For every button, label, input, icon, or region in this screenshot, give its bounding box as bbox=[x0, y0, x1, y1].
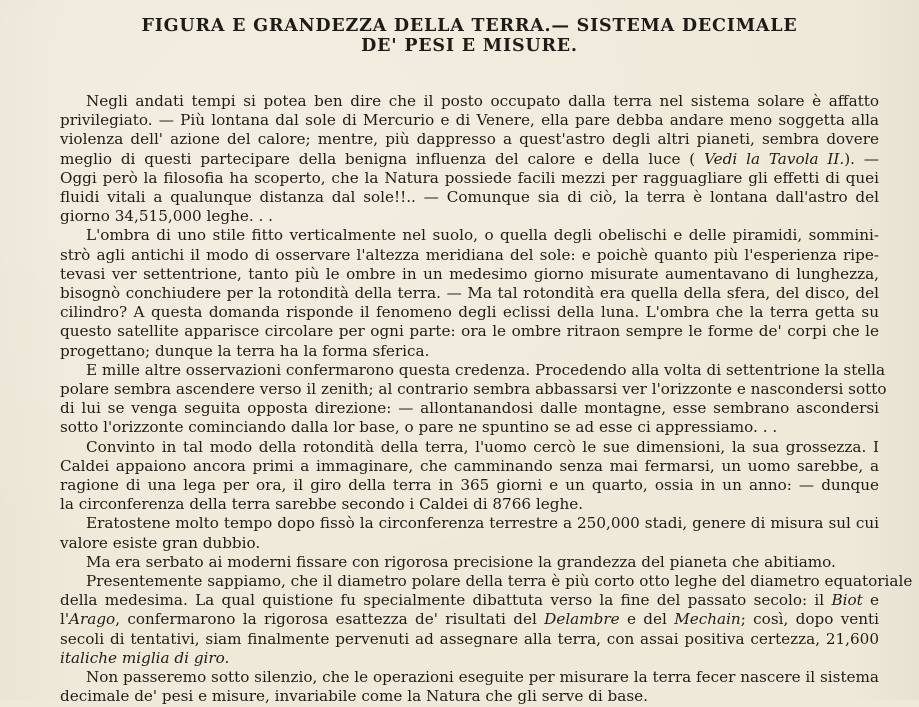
text-line: valore esiste gran dubbio. bbox=[60, 533, 261, 552]
text-segment: ). — bbox=[844, 149, 879, 168]
text-line: giorno 34,515,000 leghe. . . bbox=[60, 207, 273, 226]
paragraph-1 bbox=[60, 92, 879, 226]
text-line: strò agli antichi il modo di osservare l'altezza meridiana del sole: e poichè quanto più l'esperienza ripe- bbox=[60, 245, 879, 264]
text-line: Non passeremo sotto silenzio, che le operazioni eseguite per misurare la terra fecer nascere il sistema bbox=[86, 668, 879, 687]
text-line: violenza dell' azione del calore; mentre, più dappresso a quest'astro degli altri pianeti, sembra dovere bbox=[60, 130, 879, 149]
text-line: Presentemente sappiamo, che il diametro polare della terra è più corto otto leghe del diametro equatoriale bbox=[86, 572, 913, 591]
text-segment: e bbox=[870, 591, 880, 610]
name-biot: Biot bbox=[831, 591, 863, 610]
text-line: sotto l'orizzonte cominciando dalla lor base, o pare ne spuntino se ad esse ci appressiamo. . . bbox=[60, 418, 778, 437]
text-line: tevasi ver settentrione, tanto più le ombre in un medesimo giorno misurate aumentavano di lunghezza, bbox=[60, 264, 879, 283]
text-line: Ma era serbato ai moderni fissare con rigorosa precisione la grandezza del pianeta che abitiamo. bbox=[86, 552, 836, 571]
text-line: Eratostene molto tempo dopo fissò la circonferenza terrestre a 250,000 stadi, genere di misura sul cui bbox=[86, 514, 879, 533]
text-segment: ; così, dopo venti bbox=[740, 610, 880, 629]
text-line: polare sembra ascendere verso il zenith; al contrario sembra abbassarsi ver l'orizzonte e nascondersi sotto bbox=[60, 380, 887, 399]
paragraph-5 bbox=[60, 514, 879, 552]
text-segment: , confermarono la rigorosa esattezza de' risultati del bbox=[115, 610, 537, 629]
table-reference: Vedi la Tavola II. bbox=[704, 149, 845, 168]
text-line: Oggi però la filosofia ha scoperto, che la Natura possiede facili mezzi per ragguagliare gli effetti di quei bbox=[60, 168, 879, 187]
title-line-2: DE' PESI E MISURE. bbox=[361, 36, 578, 56]
text-line: Negli andati tempi si potea ben dire che il posto occupato dalla terra nel sistema solare è affatto bbox=[86, 92, 879, 110]
text-segment: meglio di questi partecipare della benigna influenza del calore e della luce ( bbox=[60, 149, 696, 168]
text-line: Caldei appaiono ancora primi a immaginare, che camminando senza mai fermarsi, un uomo sarebbe, a bbox=[60, 456, 879, 475]
text-line: decimale de' pesi e misure, invariabile come la Natura che gli serve di base. bbox=[60, 687, 648, 706]
title-line-1: FIGURA E GRANDEZZA DELLA TERRA.— SISTEMA DECIMALE bbox=[141, 16, 798, 36]
paragraph-3 bbox=[60, 360, 887, 438]
text-line: E mille altre osservazioni confermarono questa credenza. Procedendo alla volta di settentrione la stella bbox=[86, 360, 886, 379]
paragraph-6 bbox=[60, 553, 879, 572]
text-line: L'ombra di uno stile fitto verticalmente nel suolo, o quella degli obelischi e delle piramidi, sommini- bbox=[86, 226, 879, 245]
text-line: bisognò conchiudere per la rotondità della terra. — Ma tal rotondità era quella della sfera, del disco, del bbox=[60, 284, 879, 303]
text-line: privilegiato. — Più lontana dal sole di Mercurio e di Venere, ella pare debba andare meno soggetta alla bbox=[60, 111, 879, 130]
text-line: fluidi vitali a qualunque distanza dal sole!!.. — Comunque sia di ciò, la terra è lontana dall'astro del bbox=[60, 188, 879, 207]
name-arago: Arago bbox=[69, 610, 116, 629]
page-title bbox=[60, 16, 879, 56]
name-delambre: Delambre bbox=[544, 610, 620, 629]
text-line: Convinto in tal modo della rotondità della terra, l'uomo cercò le sue dimensioni, la sua grossezza. I bbox=[86, 437, 879, 456]
text-line bbox=[60, 150, 879, 169]
text-segment: l' bbox=[60, 610, 70, 629]
text-line: questo satellite apparisce circolare per ogni parte: ora le ombre ritraon sempre le forme de' corpi che le bbox=[60, 322, 879, 341]
text-line: ragione di una lega per ora, il giro della terra in 365 giorni e un quarto, ossia in un anno: — dunque bbox=[60, 476, 879, 495]
text-segment-italic: italiche miglia di giro. bbox=[60, 648, 230, 667]
text-line: di lui se venga seguita opposta direzione: — allontanandosi dalle montagne, esse sembrano ascondersi bbox=[60, 399, 879, 418]
text-line: secoli di tentativi, siam finalmente pervenuti ad assegnare alla terra, con assai positiva certezza, 21,600 bbox=[60, 629, 879, 648]
text-segment: della medesima. La qual quistione fu specialmente dibattuta verso la fine del passato secolo: il bbox=[60, 591, 825, 610]
document-body bbox=[60, 92, 913, 707]
text-line: cilindro? A questa domanda risponde il fenomeno degli eclissi della luna. L'ombra che la terra getta su bbox=[60, 303, 879, 322]
text-segment: e del bbox=[626, 610, 667, 629]
text-line bbox=[60, 610, 879, 629]
text-line: progettano; dunque la terra ha la forma sferica. bbox=[60, 341, 430, 360]
text-line bbox=[60, 591, 879, 610]
paragraph-4 bbox=[60, 438, 879, 515]
name-mechain: Mechain bbox=[674, 610, 741, 629]
paragraph-2 bbox=[60, 226, 879, 360]
text-line: la circonferenza della terra sarebbe secondo i Caldei di 8766 leghe. bbox=[60, 495, 584, 514]
text-line bbox=[60, 649, 879, 668]
paragraph-8 bbox=[60, 668, 879, 706]
paragraph-7 bbox=[60, 572, 913, 668]
